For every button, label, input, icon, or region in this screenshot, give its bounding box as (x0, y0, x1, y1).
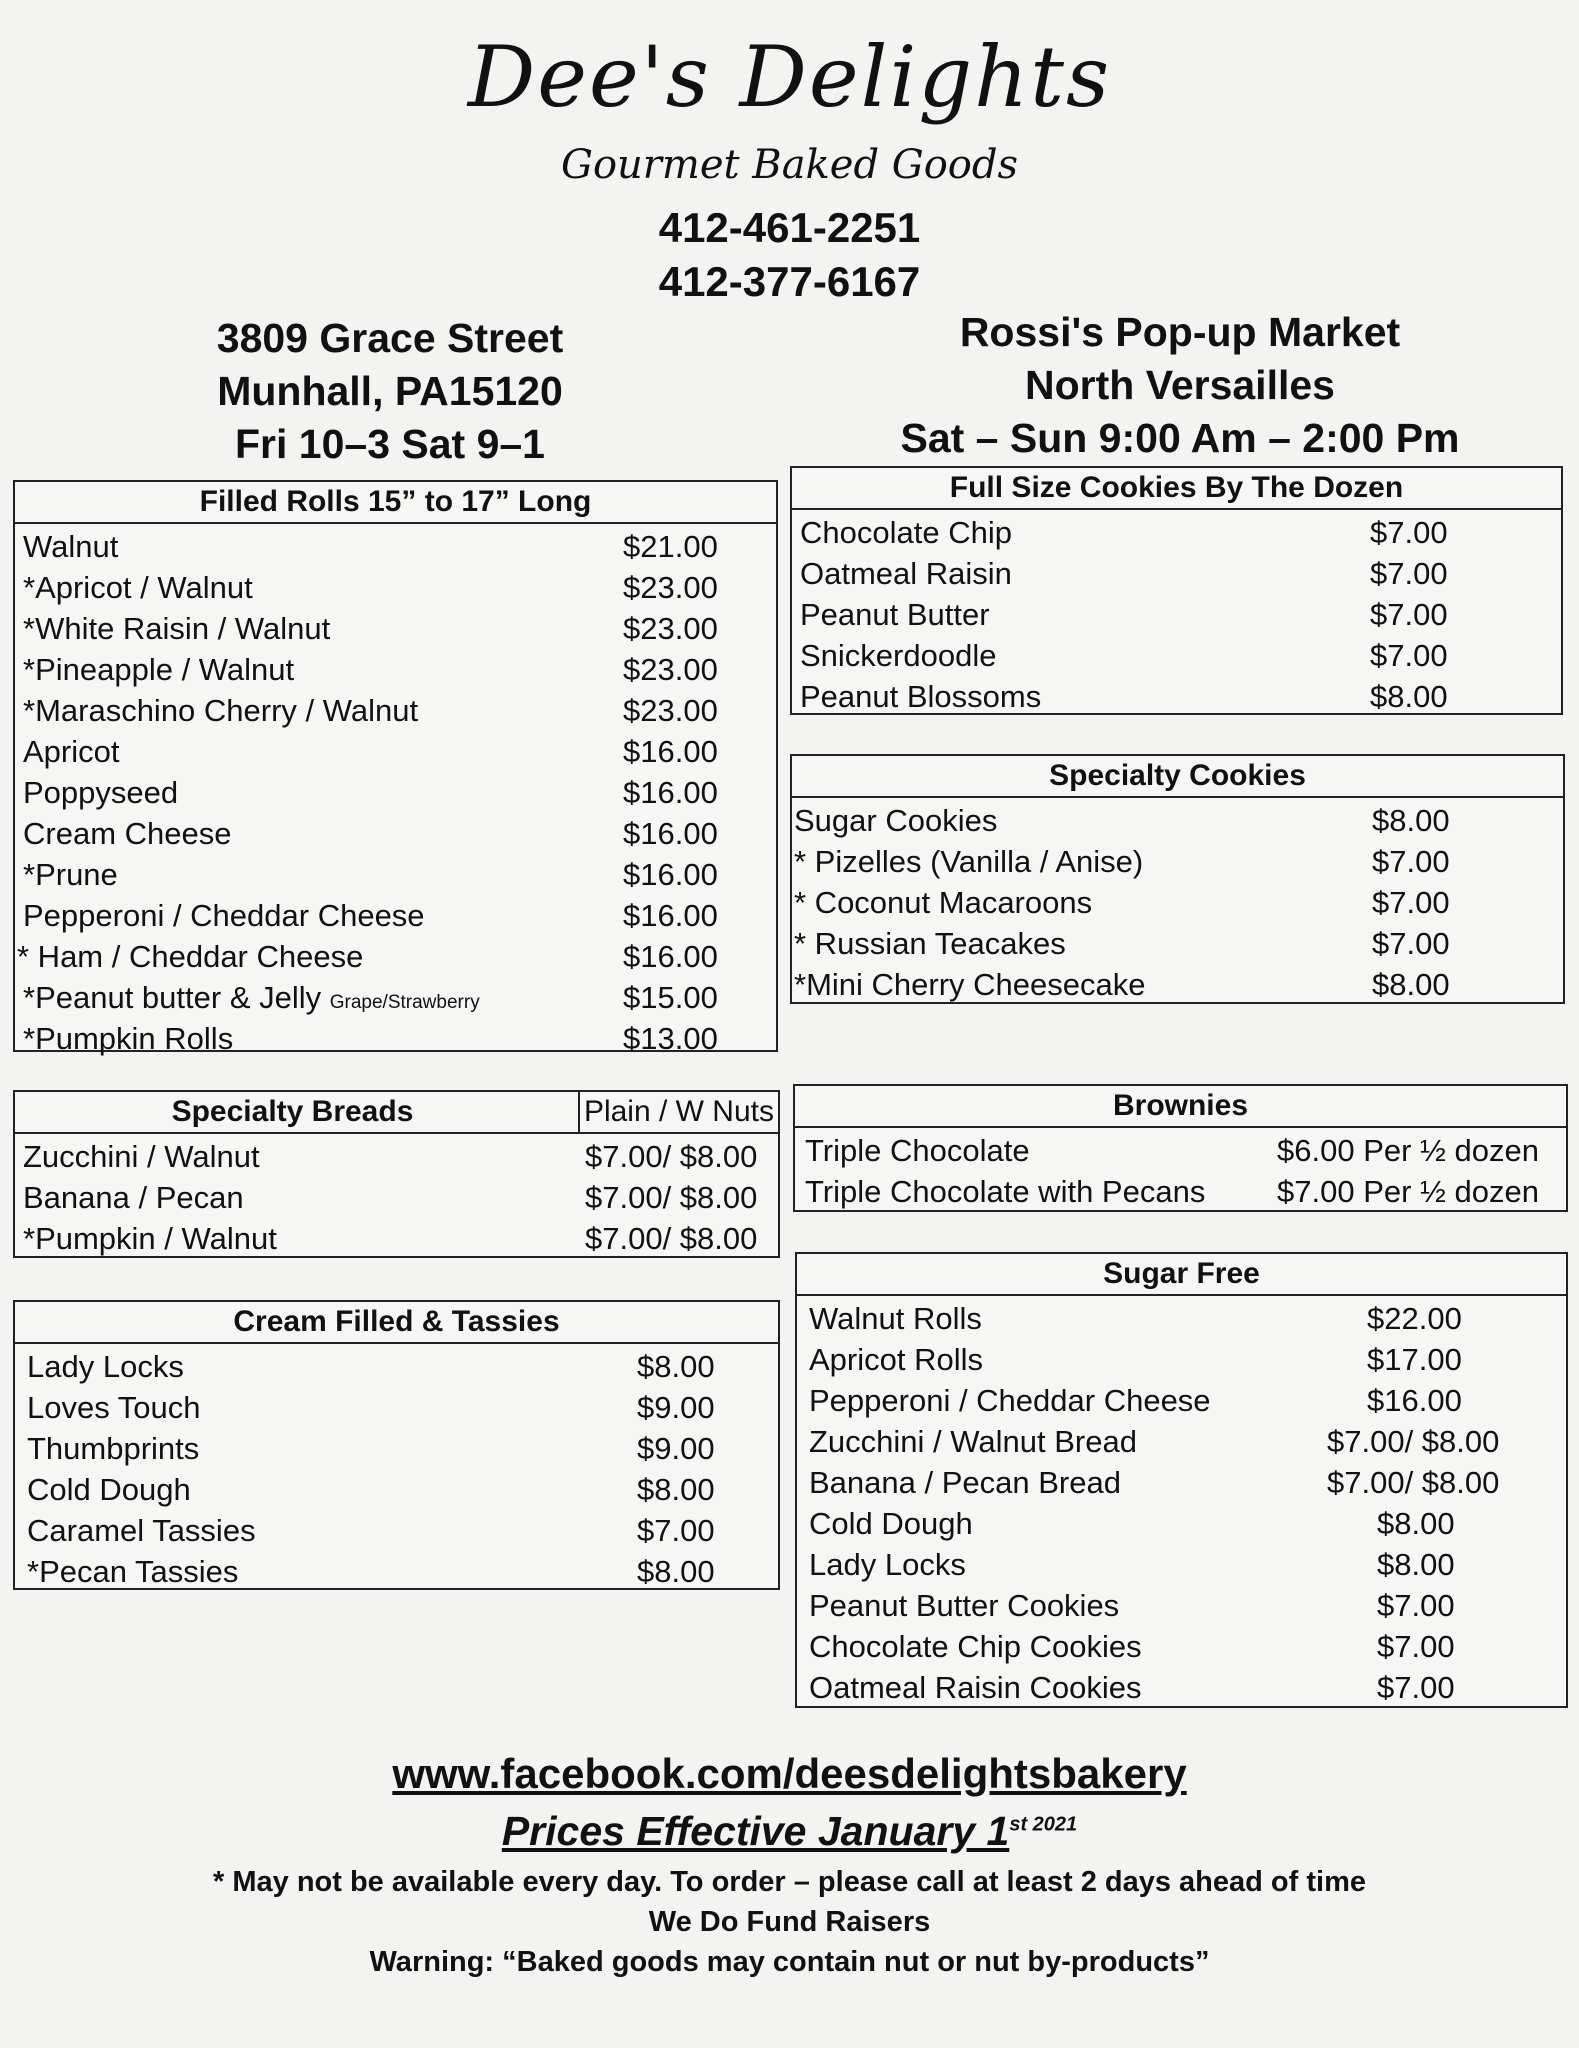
menu-item (15, 1136, 778, 1177)
phone-number-2: 412-377-6167 (658, 258, 921, 305)
menu-item (15, 1218, 778, 1259)
menu-item (15, 526, 776, 567)
menu-item (797, 1503, 1566, 1544)
menu-item (15, 977, 776, 1018)
location-rossis-market (860, 306, 1500, 465)
allergy-warning: Warning: “Baked goods may contain nut or nut by-products” (369, 1946, 1210, 1978)
item-name: Lady Locks (27, 1349, 184, 1384)
menu-item (15, 1428, 778, 1469)
menu-item (792, 964, 1563, 1005)
menu-item (15, 1551, 778, 1592)
item-price: $7.00 (1372, 885, 1450, 920)
item-name: *Pumpkin / Walnut (23, 1221, 277, 1256)
menu-item (792, 594, 1561, 635)
item-price: $23.00 (623, 570, 718, 605)
menu-item (15, 1177, 778, 1218)
section-title: Filled Rolls 15” to 17” Long (15, 482, 776, 524)
item-price: $8.00 (637, 1472, 715, 1507)
item-price: $8.00 (1372, 967, 1450, 1002)
item-name: Caramel Tassies (27, 1513, 256, 1548)
item-name-text: *Peanut butter & Jelly (23, 980, 322, 1015)
menu-item (15, 690, 776, 731)
menu-item (15, 649, 776, 690)
item-name: *Apricot / Walnut (23, 570, 253, 605)
item-name: * Ham / Cheddar Cheese (17, 939, 364, 974)
item-name: Triple Chocolate with Pecans (805, 1174, 1206, 1209)
item-name: * Coconut Macaroons (794, 885, 1093, 920)
item-name: Pepperoni / Cheddar Cheese (23, 898, 425, 933)
item-price: $7.00/ $8.00 (1327, 1465, 1500, 1500)
menu-item (795, 1171, 1566, 1212)
item-price: $8.00 (1377, 1506, 1455, 1541)
menu-item (15, 1510, 778, 1551)
facebook-link[interactable]: www.facebook.com/deesdelightsbakery (392, 1750, 1187, 1797)
item-name: Oatmeal Raisin Cookies (809, 1670, 1142, 1705)
item-price: $7.00 (637, 1513, 715, 1548)
item-price: $7.00 (1370, 556, 1448, 591)
section-title: Sugar Free (797, 1254, 1566, 1296)
menu-item (797, 1298, 1566, 1339)
menu-item (15, 567, 776, 608)
item-name: Peanut Blossoms (800, 679, 1042, 714)
item-name: Lady Locks (809, 1547, 966, 1582)
item-name: Apricot Rolls (809, 1342, 983, 1377)
item-name: Chocolate Chip Cookies (809, 1629, 1142, 1664)
section-title: Full Size Cookies By The Dozen (792, 468, 1561, 510)
item-name: Snickerdoodle (800, 638, 997, 673)
item-name: Walnut (23, 529, 119, 564)
menu-item (15, 895, 776, 936)
item-price: $16.00 (1367, 1383, 1462, 1418)
item-price: $7.00/ $8.00 (1327, 1424, 1500, 1459)
item-price: $22.00 (1367, 1301, 1462, 1336)
item-price: $7.00 (1370, 638, 1448, 673)
menu-item (15, 1387, 778, 1428)
item-name: Walnut Rolls (809, 1301, 982, 1336)
item-name: Banana / Pecan Bread (809, 1465, 1121, 1500)
item-price: $23.00 (623, 652, 718, 687)
item-price: $15.00 (623, 980, 718, 1015)
item-name: Thumbprints (27, 1431, 200, 1466)
item-price: $7.00/ $8.00 (585, 1221, 758, 1256)
item-name: Cold Dough (809, 1506, 973, 1541)
menu-item (792, 841, 1563, 882)
item-name: Oatmeal Raisin (800, 556, 1012, 591)
item-price: $16.00 (623, 857, 718, 892)
menu-item (792, 800, 1563, 841)
menu-item (792, 512, 1561, 553)
item-name: * Russian Teacakes (794, 926, 1066, 961)
location-grace-street (150, 312, 630, 471)
section-title: Brownies (795, 1086, 1566, 1128)
prices-effective-date-sup: st 2021 (1009, 1813, 1078, 1836)
bakery-tagline: Gourmet Baked Goods (560, 142, 1019, 188)
menu-item (797, 1421, 1566, 1462)
item-name: * Pizelles (Vanilla / Anise) (794, 844, 1144, 879)
item-price: $23.00 (623, 693, 718, 728)
specialty-breads-section (13, 1090, 780, 1258)
filled-rolls-section (13, 480, 778, 1056)
section-title-text: Specialty Breads (171, 1095, 414, 1128)
menu-item (15, 1018, 776, 1059)
menu-item (792, 923, 1563, 964)
item-price: $8.00 (637, 1349, 715, 1384)
menu-item (15, 608, 776, 649)
item-name: Apricot (23, 734, 120, 769)
item-price: $13.00 (623, 1021, 718, 1056)
item-name: Chocolate Chip (800, 515, 1012, 550)
item-price: $8.00 (637, 1554, 715, 1589)
item-name: Poppyseed (23, 775, 179, 810)
item-price: $7.00/ $8.00 (585, 1139, 758, 1174)
item-price: $6.00 Per ½ dozen (1277, 1133, 1539, 1168)
brownies-section (793, 1084, 1568, 1212)
menu-item (797, 1626, 1566, 1667)
item-name: Zucchini / Walnut Bread (809, 1424, 1137, 1459)
item-name: Sugar Cookies (794, 803, 998, 838)
item-name: Cold Dough (27, 1472, 191, 1507)
item-name: *Maraschino Cherry / Walnut (23, 693, 419, 728)
item-price: $7.00 (1377, 1670, 1455, 1705)
column-header-plain-nuts: Plain / W Nuts (578, 1092, 778, 1132)
item-price: $7.00 (1370, 597, 1448, 632)
fund-raisers-note: We Do Fund Raisers (648, 1906, 931, 1938)
menu-item (795, 1130, 1566, 1171)
item-price: $8.00 (1377, 1547, 1455, 1582)
prices-effective-text: Prices Effective January 1 (501, 1808, 1010, 1854)
item-name: *White Raisin / Walnut (23, 611, 331, 646)
item-name: Loves Touch (27, 1390, 201, 1425)
location-city: North Versailles (1025, 362, 1335, 408)
menu-item (15, 854, 776, 895)
item-name: *Prune (23, 857, 118, 892)
menu-item (792, 676, 1561, 717)
item-price: $23.00 (623, 611, 718, 646)
item-price: $16.00 (623, 898, 718, 933)
menu-item (797, 1339, 1566, 1380)
item-price: $8.00 (1372, 803, 1450, 838)
location-hours: Sat – Sun 9:00 Am – 2:00 Pm (900, 415, 1460, 461)
section-title (15, 1092, 778, 1134)
prices-effective-notice (0, 1808, 1579, 1855)
item-name: Cream Cheese (23, 816, 232, 851)
item-price: $16.00 (623, 775, 718, 810)
item-name: *Pineapple / Walnut (23, 652, 295, 687)
item-name: Pepperoni / Cheddar Cheese (809, 1383, 1211, 1418)
menu-item (15, 731, 776, 772)
item-price: $7.00 (1372, 844, 1450, 879)
location-address: 3809 Grace Street (216, 315, 564, 361)
item-price: $21.00 (623, 529, 718, 564)
menu-item (15, 813, 776, 854)
menu-item (15, 1469, 778, 1510)
item-price: $7.00 (1370, 515, 1448, 550)
location-city: Munhall, PA15120 (217, 368, 563, 414)
item-price: $8.00 (1370, 679, 1448, 714)
item-name: Peanut Butter Cookies (809, 1588, 1120, 1623)
item-price: $16.00 (623, 939, 718, 974)
menu-item (792, 882, 1563, 923)
menu-item (797, 1462, 1566, 1503)
item-name: Peanut Butter (800, 597, 990, 632)
item-price: $17.00 (1367, 1342, 1462, 1377)
section-title: Cream Filled & Tassies (15, 1302, 778, 1344)
specialty-cookies-section (790, 754, 1565, 1004)
menu-item (792, 635, 1561, 676)
menu-item (15, 772, 776, 813)
item-price: $9.00 (637, 1431, 715, 1466)
item-name: Triple Chocolate (805, 1133, 1030, 1168)
item-name: Banana / Pecan (23, 1180, 244, 1215)
cream-filled-tassies-section (13, 1300, 780, 1590)
menu-item (797, 1585, 1566, 1626)
item-price: $7.00 (1377, 1629, 1455, 1664)
item-price: $7.00 Per ½ dozen (1277, 1174, 1539, 1209)
phone-number-1: 412-461-2251 (658, 204, 921, 251)
sugar-free-section (795, 1252, 1568, 1708)
menu-item (797, 1380, 1566, 1421)
item-price: $7.00/ $8.00 (585, 1180, 758, 1215)
item-price: $16.00 (623, 734, 718, 769)
full-size-cookies-section (790, 466, 1563, 715)
menu-item (792, 553, 1561, 594)
availability-note: * May not be available every day. To order – please call at least 2 days ahead of time (213, 1866, 1366, 1898)
bakery-title: Dee's Delights (467, 28, 1112, 126)
menu-item (797, 1544, 1566, 1585)
menu-item (797, 1667, 1566, 1708)
item-name (23, 977, 480, 1023)
item-name: *Pecan Tassies (27, 1554, 239, 1589)
item-name: *Mini Cherry Cheesecake (794, 967, 1146, 1002)
item-name: *Pumpkin Rolls (23, 1021, 234, 1056)
item-price: $7.00 (1372, 926, 1450, 961)
location-hours: Fri 10–3 Sat 9–1 (235, 421, 545, 467)
item-price: $16.00 (623, 816, 718, 851)
menu-item (15, 1346, 778, 1387)
location-name: Rossi's Pop-up Market (959, 309, 1401, 355)
item-name: Zucchini / Walnut (23, 1139, 260, 1174)
section-title: Specialty Cookies (792, 756, 1563, 798)
item-price: $7.00 (1377, 1588, 1455, 1623)
item-note: Grape/Strawberry (329, 992, 480, 1013)
menu-item (15, 936, 776, 977)
item-price: $9.00 (637, 1390, 715, 1425)
